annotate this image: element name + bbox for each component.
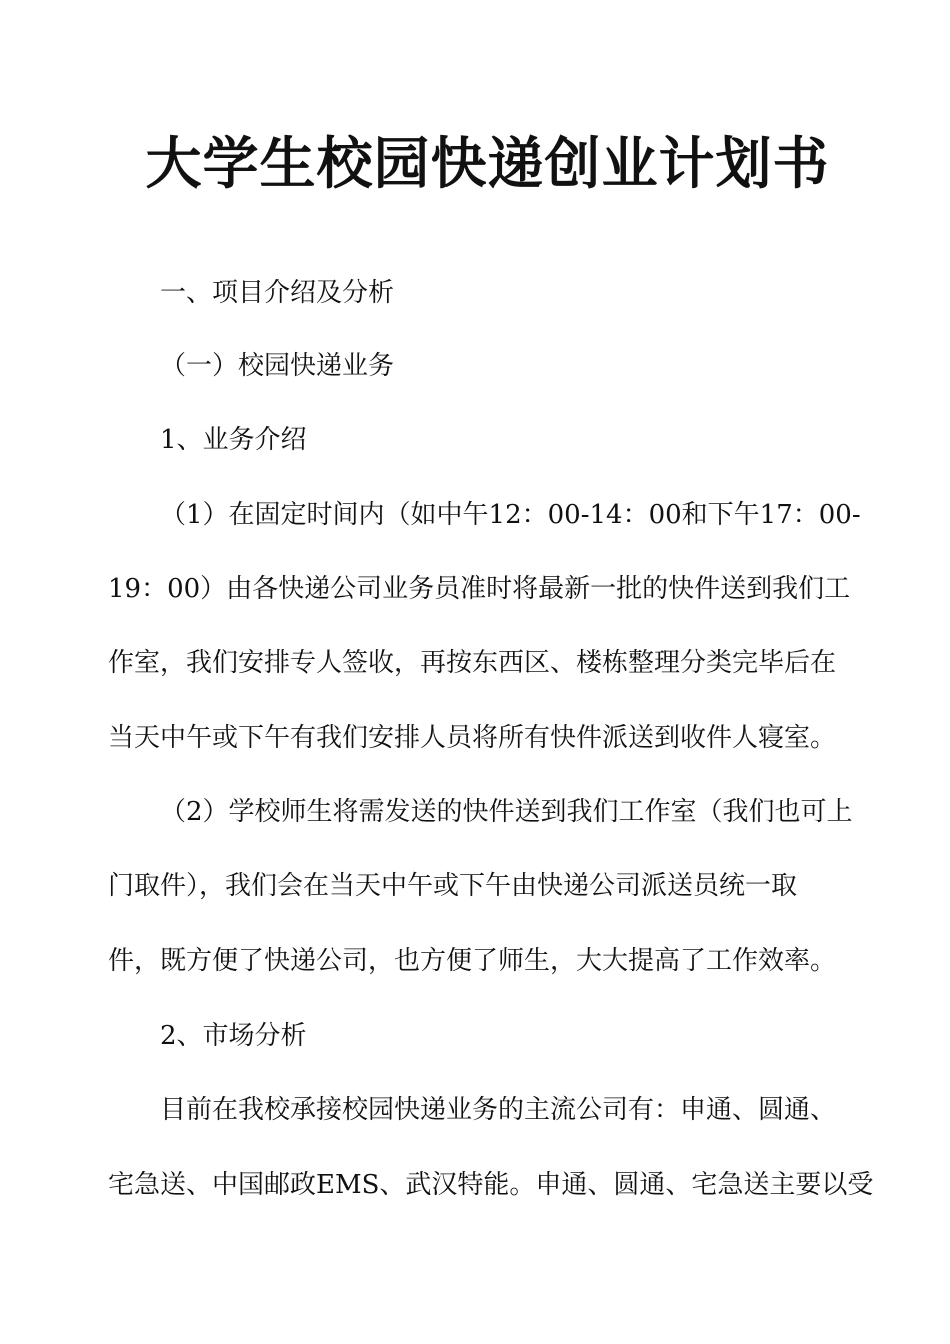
document-title: 大学生校园快递创业计划书 [145, 132, 830, 197]
subsection-heading: （一）校园快递业务 [160, 351, 395, 381]
item-heading: 2、市场分析 [160, 1021, 307, 1051]
paragraph-line: 宅急送、中国邮政EMS、武汉特能。申通、圆通、宅急送主要以受 [108, 1170, 874, 1200]
item-heading: 1、业务介绍 [160, 425, 307, 455]
paragraph-line: （2）学校师生将需发送的快件送到我们工作室（我们也可上 [160, 797, 853, 827]
paragraph-line: 件，既方便了快递公司，也方便了师生，大大提高了工作效率。 [108, 946, 837, 976]
paragraph-line: （1）在固定时间内（如中午12：00-14：00和下午17：00- [160, 500, 861, 530]
paragraph-line: 19：00）由各快递公司业务员准时将最新一批的快件送到我们工 [108, 574, 851, 604]
paragraph-line: 门取件），我们会在当天中午或下午由快递公司派送员统一取 [108, 871, 798, 901]
paragraph-line: 作室，我们安排专人签收，再按东西区、楼栋整理分类完毕后在 [108, 648, 837, 678]
paragraph-line: 目前在我校承接校园快递业务的主流公司有：申通、圆通、 [160, 1095, 837, 1125]
section-heading: 一、项目介绍及分析 [160, 278, 395, 308]
paragraph-line: 当天中午或下午有我们安排人员将所有快件派送到收件人寝室。 [108, 723, 837, 753]
